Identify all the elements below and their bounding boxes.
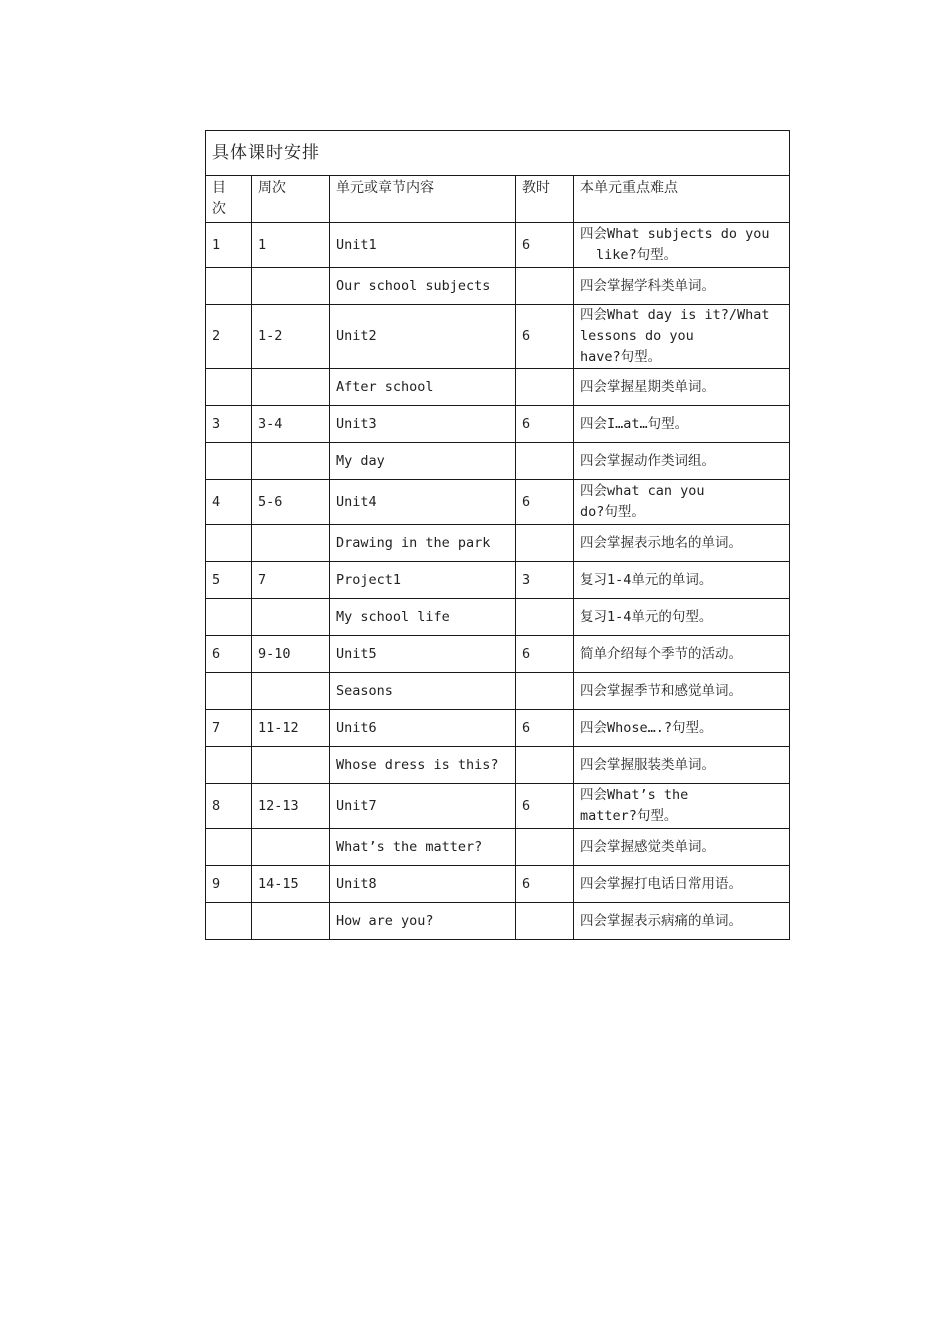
focus-line: do?句型。 bbox=[580, 504, 645, 520]
cell-focus: 四会掌握学科类单词。 bbox=[574, 268, 790, 305]
cell-week bbox=[252, 369, 330, 406]
cell-content: Unit1 bbox=[330, 223, 516, 268]
cell-focus: 复习1-4单元的句型。 bbox=[574, 599, 790, 636]
cell-index bbox=[206, 829, 252, 866]
cell-week bbox=[252, 268, 330, 305]
cell-hours: 3 bbox=[516, 562, 574, 599]
focus-line: 四会What day is it?/What bbox=[580, 307, 770, 323]
cell-index bbox=[206, 268, 252, 305]
cell-week bbox=[252, 673, 330, 710]
header-content: 单元或章节内容 bbox=[330, 176, 516, 223]
header-index-label: 目次 bbox=[212, 180, 226, 217]
cell-index: 7 bbox=[206, 710, 252, 747]
cell-focus: 四会掌握季节和感觉单词。 bbox=[574, 673, 790, 710]
cell-content: How are you? bbox=[330, 903, 516, 940]
cell-hours: 6 bbox=[516, 710, 574, 747]
cell-week: 11-12 bbox=[252, 710, 330, 747]
cell-hours bbox=[516, 903, 574, 940]
cell-content: Unit8 bbox=[330, 866, 516, 903]
table-row bbox=[206, 480, 790, 525]
cell-content: Unit4 bbox=[330, 480, 516, 525]
cell-focus: 四会Whose….?句型。 bbox=[574, 710, 790, 747]
cell-content: My school life bbox=[330, 599, 516, 636]
cell-content: Whose dress is this? bbox=[330, 747, 516, 784]
cell-focus bbox=[574, 784, 790, 829]
cell-content: Our school subjects bbox=[330, 268, 516, 305]
table-row bbox=[206, 636, 790, 673]
cell-content: Unit5 bbox=[330, 636, 516, 673]
cell-focus bbox=[574, 480, 790, 525]
cell-week bbox=[252, 829, 330, 866]
table-row bbox=[206, 673, 790, 710]
table-row bbox=[206, 829, 790, 866]
header-focus: 本单元重点难点 bbox=[574, 176, 790, 223]
cell-index: 1 bbox=[206, 223, 252, 268]
cell-index: 2 bbox=[206, 305, 252, 369]
cell-index bbox=[206, 443, 252, 480]
focus-line: 四会What’s the bbox=[580, 787, 689, 803]
cell-focus: 四会掌握服装类单词。 bbox=[574, 747, 790, 784]
cell-content: Project1 bbox=[330, 562, 516, 599]
cell-hours bbox=[516, 673, 574, 710]
table-row bbox=[206, 599, 790, 636]
cell-focus: 四会掌握表示地名的单词。 bbox=[574, 525, 790, 562]
cell-hours: 6 bbox=[516, 305, 574, 369]
cell-week: 3-4 bbox=[252, 406, 330, 443]
cell-content: Unit2 bbox=[330, 305, 516, 369]
cell-focus: 四会掌握动作类词组。 bbox=[574, 443, 790, 480]
cell-hours bbox=[516, 268, 574, 305]
table-row bbox=[206, 562, 790, 599]
cell-index: 9 bbox=[206, 866, 252, 903]
cell-focus: 四会掌握星期类单词。 bbox=[574, 369, 790, 406]
table-row bbox=[206, 268, 790, 305]
focus-line: matter?句型。 bbox=[580, 808, 678, 824]
table-title: 具体课时安排 bbox=[206, 131, 790, 176]
cell-index bbox=[206, 673, 252, 710]
cell-week: 1 bbox=[252, 223, 330, 268]
header-hours: 教时 bbox=[516, 176, 574, 223]
header-week: 周次 bbox=[252, 176, 330, 223]
cell-hours: 6 bbox=[516, 784, 574, 829]
cell-index: 3 bbox=[206, 406, 252, 443]
focus-line: lessons do you bbox=[580, 328, 694, 344]
cell-week: 12-13 bbox=[252, 784, 330, 829]
cell-hours: 6 bbox=[516, 406, 574, 443]
focus-line: 四会what can you bbox=[580, 483, 705, 499]
cell-hours: 6 bbox=[516, 636, 574, 673]
cell-hours bbox=[516, 525, 574, 562]
cell-week bbox=[252, 903, 330, 940]
cell-index bbox=[206, 747, 252, 784]
cell-index bbox=[206, 903, 252, 940]
cell-hours bbox=[516, 369, 574, 406]
cell-week bbox=[252, 747, 330, 784]
cell-focus bbox=[574, 223, 790, 268]
cell-hours: 6 bbox=[516, 223, 574, 268]
cell-hours bbox=[516, 747, 574, 784]
table-row bbox=[206, 443, 790, 480]
cell-index: 8 bbox=[206, 784, 252, 829]
cell-index: 6 bbox=[206, 636, 252, 673]
cell-focus: 四会掌握打电话日常用语。 bbox=[574, 866, 790, 903]
cell-week bbox=[252, 525, 330, 562]
cell-content: Unit6 bbox=[330, 710, 516, 747]
cell-content: Seasons bbox=[330, 673, 516, 710]
title-row bbox=[206, 131, 790, 176]
cell-content: What’s the matter? bbox=[330, 829, 516, 866]
cell-content: After school bbox=[330, 369, 516, 406]
cell-content: Drawing in the park bbox=[330, 525, 516, 562]
focus-line: have?句型。 bbox=[580, 349, 662, 365]
cell-focus: 四会掌握感觉类单词。 bbox=[574, 829, 790, 866]
cell-hours bbox=[516, 829, 574, 866]
cell-week bbox=[252, 599, 330, 636]
cell-focus: 四会掌握表示病痛的单词。 bbox=[574, 903, 790, 940]
cell-index: 4 bbox=[206, 480, 252, 525]
cell-content: My day bbox=[330, 443, 516, 480]
cell-content: Unit3 bbox=[330, 406, 516, 443]
table-row bbox=[206, 369, 790, 406]
table-row bbox=[206, 784, 790, 829]
cell-hours bbox=[516, 599, 574, 636]
table-row bbox=[206, 305, 790, 369]
cell-week bbox=[252, 443, 330, 480]
header-row bbox=[206, 176, 790, 223]
table-row bbox=[206, 710, 790, 747]
cell-index bbox=[206, 525, 252, 562]
cell-week: 9-10 bbox=[252, 636, 330, 673]
table-row bbox=[206, 223, 790, 268]
cell-week: 7 bbox=[252, 562, 330, 599]
cell-hours: 6 bbox=[516, 480, 574, 525]
table-row bbox=[206, 406, 790, 443]
cell-focus: 简单介绍每个季节的活动。 bbox=[574, 636, 790, 673]
table-row bbox=[206, 903, 790, 940]
cell-hours: 6 bbox=[516, 866, 574, 903]
cell-index bbox=[206, 599, 252, 636]
cell-week: 1-2 bbox=[252, 305, 330, 369]
cell-hours bbox=[516, 443, 574, 480]
cell-index bbox=[206, 369, 252, 406]
cell-index: 5 bbox=[206, 562, 252, 599]
lesson-schedule-table bbox=[205, 130, 790, 940]
header-index bbox=[206, 176, 252, 223]
cell-focus: 复习1-4单元的单词。 bbox=[574, 562, 790, 599]
cell-focus bbox=[574, 305, 790, 369]
focus-line: 四会What subjects do you bbox=[580, 226, 770, 242]
table-row bbox=[206, 525, 790, 562]
table-row bbox=[206, 866, 790, 903]
cell-week: 5-6 bbox=[252, 480, 330, 525]
table-row bbox=[206, 747, 790, 784]
focus-line: like?句型。 bbox=[596, 247, 678, 263]
cell-content: Unit7 bbox=[330, 784, 516, 829]
cell-focus: 四会I…at…句型。 bbox=[574, 406, 790, 443]
cell-week: 14-15 bbox=[252, 866, 330, 903]
